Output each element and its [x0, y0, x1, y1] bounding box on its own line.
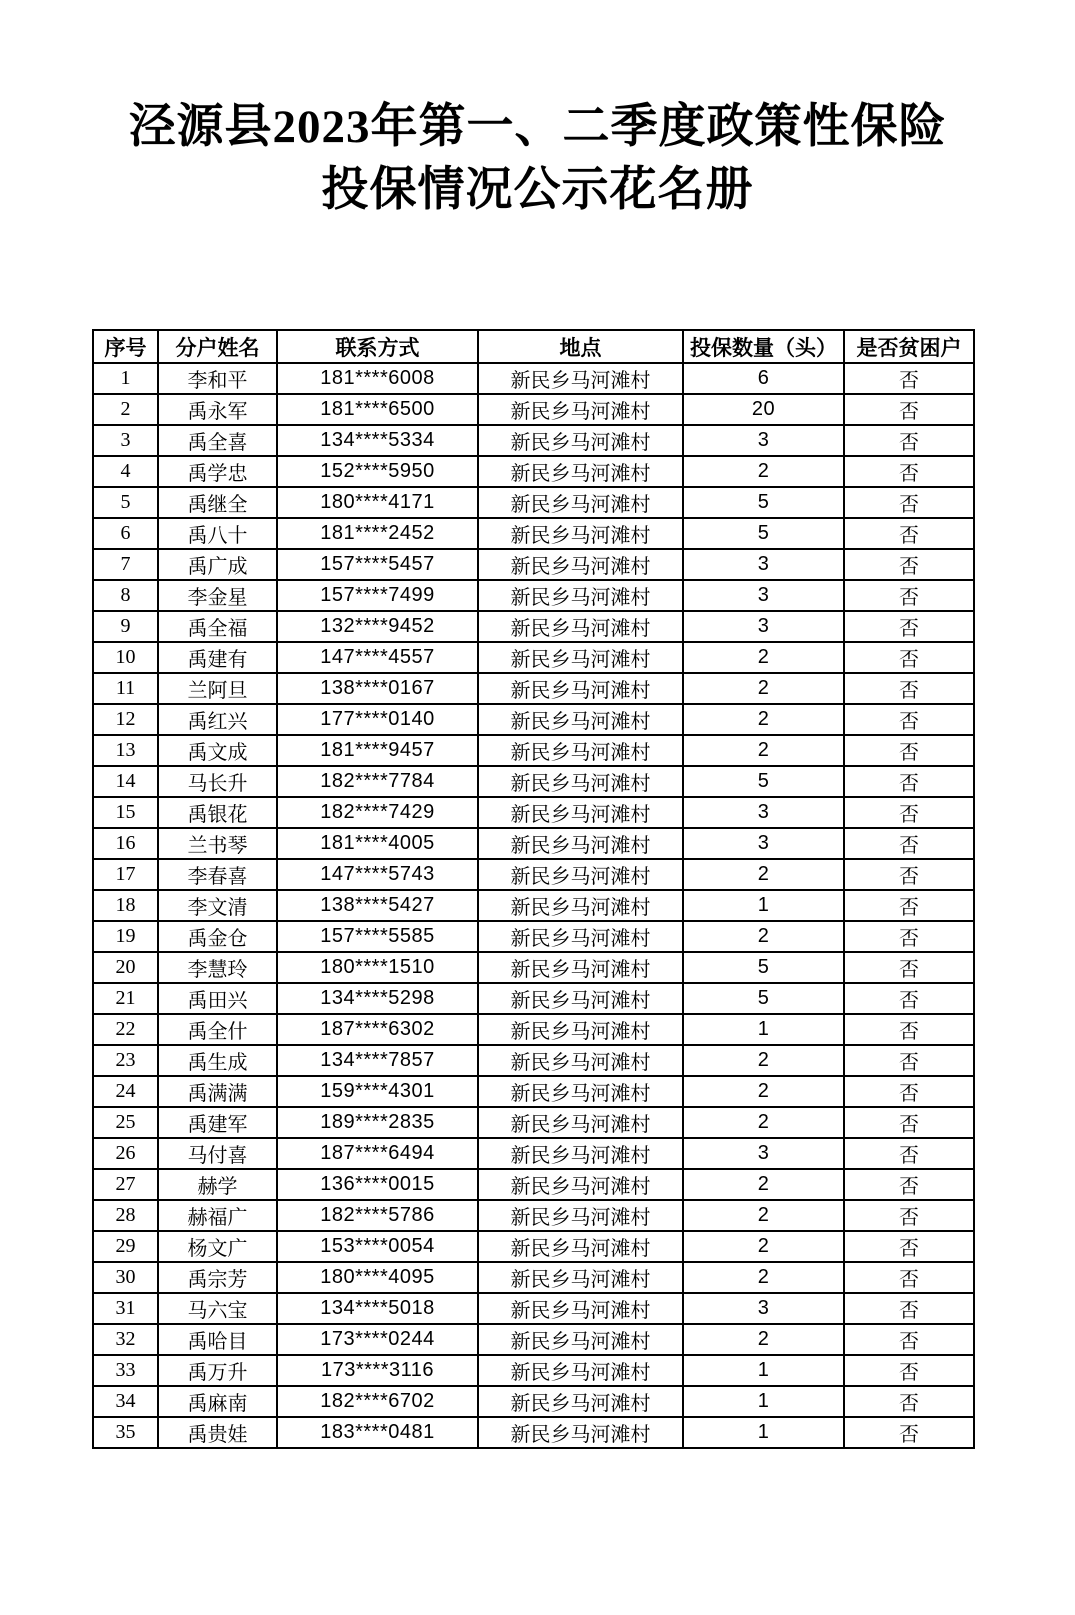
cell-phone: 136****0015	[277, 1169, 478, 1200]
cell-location: 新民乡马河滩村	[478, 704, 683, 735]
cell-poor: 否	[844, 890, 974, 921]
table-row	[93, 1417, 974, 1448]
cell-location: 新民乡马河滩村	[478, 518, 683, 549]
cell-phone: 181****6500	[277, 394, 478, 425]
cell-quantity: 3	[683, 1293, 844, 1324]
cell-poor: 否	[844, 1231, 974, 1262]
cell-index: 1	[93, 363, 158, 394]
cell-poor: 否	[844, 518, 974, 549]
cell-poor: 否	[844, 952, 974, 983]
cell-phone: 181****2452	[277, 518, 478, 549]
cell-location: 新民乡马河滩村	[478, 394, 683, 425]
cell-index: 12	[93, 704, 158, 735]
cell-poor: 否	[844, 611, 974, 642]
table-row	[93, 1045, 974, 1076]
cell-location: 新民乡马河滩村	[478, 983, 683, 1014]
cell-location: 新民乡马河滩村	[478, 1231, 683, 1262]
cell-quantity: 1	[683, 890, 844, 921]
cell-quantity: 5	[683, 983, 844, 1014]
cell-poor: 否	[844, 859, 974, 890]
table-row	[93, 828, 974, 859]
cell-index: 11	[93, 673, 158, 704]
cell-name: 马付喜	[158, 1138, 277, 1169]
cell-phone: 182****7429	[277, 797, 478, 828]
cell-location: 新民乡马河滩村	[478, 487, 683, 518]
cell-poor: 否	[844, 1417, 974, 1448]
table-row	[93, 1138, 974, 1169]
cell-poor: 否	[844, 394, 974, 425]
cell-location: 新民乡马河滩村	[478, 797, 683, 828]
cell-quantity: 2	[683, 1200, 844, 1231]
cell-index: 22	[93, 1014, 158, 1045]
cell-poor: 否	[844, 735, 974, 766]
table-row	[93, 983, 974, 1014]
table-row	[93, 487, 974, 518]
cell-quantity: 2	[683, 921, 844, 952]
cell-phone: 180****1510	[277, 952, 478, 983]
cell-index: 14	[93, 766, 158, 797]
cell-location: 新民乡马河滩村	[478, 828, 683, 859]
cell-index: 6	[93, 518, 158, 549]
cell-quantity: 2	[683, 642, 844, 673]
cell-poor: 否	[844, 642, 974, 673]
header-poor: 是否贫困户	[844, 330, 974, 363]
cell-quantity: 2	[683, 1169, 844, 1200]
cell-poor: 否	[844, 425, 974, 456]
cell-location: 新民乡马河滩村	[478, 1324, 683, 1355]
cell-phone: 134****5298	[277, 983, 478, 1014]
cell-name: 禹全什	[158, 1014, 277, 1045]
cell-name: 马长升	[158, 766, 277, 797]
cell-index: 8	[93, 580, 158, 611]
cell-name: 禹八十	[158, 518, 277, 549]
table-row	[93, 921, 974, 952]
cell-name: 禹建军	[158, 1107, 277, 1138]
cell-poor: 否	[844, 363, 974, 394]
cell-index: 16	[93, 828, 158, 859]
cell-poor: 否	[844, 704, 974, 735]
cell-poor: 否	[844, 673, 974, 704]
cell-name: 李慧玲	[158, 952, 277, 983]
cell-location: 新民乡马河滩村	[478, 580, 683, 611]
cell-index: 33	[93, 1355, 158, 1386]
table-row	[93, 1324, 974, 1355]
cell-poor: 否	[844, 1169, 974, 1200]
table-row	[93, 1200, 974, 1231]
cell-index: 30	[93, 1262, 158, 1293]
cell-phone: 182****5786	[277, 1200, 478, 1231]
cell-name: 禹永军	[158, 394, 277, 425]
table-body	[93, 363, 974, 1448]
cell-phone: 187****6302	[277, 1014, 478, 1045]
table-row	[93, 1293, 974, 1324]
cell-name: 马六宝	[158, 1293, 277, 1324]
cell-poor: 否	[844, 1355, 974, 1386]
table-row	[93, 704, 974, 735]
cell-index: 21	[93, 983, 158, 1014]
table-row	[93, 673, 974, 704]
cell-location: 新民乡马河滩村	[478, 1014, 683, 1045]
cell-phone: 134****5334	[277, 425, 478, 456]
cell-quantity: 6	[683, 363, 844, 394]
cell-location: 新民乡马河滩村	[478, 642, 683, 673]
cell-index: 15	[93, 797, 158, 828]
cell-location: 新民乡马河滩村	[478, 766, 683, 797]
cell-poor: 否	[844, 1200, 974, 1231]
cell-phone: 181****4005	[277, 828, 478, 859]
cell-index: 20	[93, 952, 158, 983]
table-row	[93, 425, 974, 456]
table-row	[93, 797, 974, 828]
cell-name: 禹宗芳	[158, 1262, 277, 1293]
cell-quantity: 2	[683, 456, 844, 487]
table-header-row	[93, 330, 974, 363]
cell-name: 禹广成	[158, 549, 277, 580]
table-row	[93, 735, 974, 766]
table-row	[93, 1169, 974, 1200]
cell-location: 新民乡马河滩村	[478, 456, 683, 487]
cell-phone: 138****0167	[277, 673, 478, 704]
cell-quantity: 2	[683, 1076, 844, 1107]
cell-location: 新民乡马河滩村	[478, 1262, 683, 1293]
cell-index: 35	[93, 1417, 158, 1448]
cell-location: 新民乡马河滩村	[478, 363, 683, 394]
cell-location: 新民乡马河滩村	[478, 890, 683, 921]
cell-quantity: 5	[683, 487, 844, 518]
cell-quantity: 3	[683, 425, 844, 456]
cell-phone: 134****5018	[277, 1293, 478, 1324]
cell-index: 23	[93, 1045, 158, 1076]
table-row	[93, 1262, 974, 1293]
cell-phone: 173****3116	[277, 1355, 478, 1386]
cell-name: 赫学	[158, 1169, 277, 1200]
cell-name: 禹万升	[158, 1355, 277, 1386]
cell-quantity: 1	[683, 1014, 844, 1045]
cell-poor: 否	[844, 456, 974, 487]
cell-index: 17	[93, 859, 158, 890]
cell-location: 新民乡马河滩村	[478, 425, 683, 456]
cell-name: 禹田兴	[158, 983, 277, 1014]
page-title	[0, 96, 1075, 222]
cell-phone: 173****0244	[277, 1324, 478, 1355]
cell-poor: 否	[844, 983, 974, 1014]
cell-location: 新民乡马河滩村	[478, 549, 683, 580]
cell-name: 禹满满	[158, 1076, 277, 1107]
cell-poor: 否	[844, 921, 974, 952]
cell-quantity: 5	[683, 766, 844, 797]
cell-poor: 否	[844, 1324, 974, 1355]
cell-quantity: 2	[683, 1045, 844, 1076]
cell-name: 兰阿旦	[158, 673, 277, 704]
cell-poor: 否	[844, 549, 974, 580]
cell-quantity: 2	[683, 673, 844, 704]
cell-name: 兰书琴	[158, 828, 277, 859]
cell-poor: 否	[844, 797, 974, 828]
cell-phone: 181****6008	[277, 363, 478, 394]
table-row	[93, 766, 974, 797]
cell-phone: 157****5585	[277, 921, 478, 952]
cell-location: 新民乡马河滩村	[478, 1169, 683, 1200]
cell-phone: 147****5743	[277, 859, 478, 890]
cell-poor: 否	[844, 1045, 974, 1076]
table-row	[93, 890, 974, 921]
cell-location: 新民乡马河滩村	[478, 1045, 683, 1076]
cell-location: 新民乡马河滩村	[478, 921, 683, 952]
table-row	[93, 363, 974, 394]
cell-index: 34	[93, 1386, 158, 1417]
table-row	[93, 456, 974, 487]
cell-location: 新民乡马河滩村	[478, 1417, 683, 1448]
header-quantity: 投保数量（头）	[683, 330, 844, 363]
table-row	[93, 549, 974, 580]
cell-name: 禹建有	[158, 642, 277, 673]
cell-quantity: 5	[683, 952, 844, 983]
cell-quantity: 2	[683, 1107, 844, 1138]
cell-poor: 否	[844, 1386, 974, 1417]
cell-quantity: 1	[683, 1417, 844, 1448]
cell-name: 禹继全	[158, 487, 277, 518]
cell-location: 新民乡马河滩村	[478, 1386, 683, 1417]
cell-location: 新民乡马河滩村	[478, 611, 683, 642]
cell-location: 新民乡马河滩村	[478, 1293, 683, 1324]
cell-location: 新民乡马河滩村	[478, 952, 683, 983]
cell-index: 25	[93, 1107, 158, 1138]
table-row	[93, 611, 974, 642]
cell-phone: 187****6494	[277, 1138, 478, 1169]
cell-phone: 147****4557	[277, 642, 478, 673]
cell-index: 10	[93, 642, 158, 673]
cell-name: 杨文广	[158, 1231, 277, 1262]
cell-name: 禹全喜	[158, 425, 277, 456]
cell-name: 禹红兴	[158, 704, 277, 735]
cell-name: 禹生成	[158, 1045, 277, 1076]
header-location: 地点	[478, 330, 683, 363]
cell-name: 禹麻南	[158, 1386, 277, 1417]
table-row	[93, 859, 974, 890]
cell-phone: 132****9452	[277, 611, 478, 642]
cell-poor: 否	[844, 580, 974, 611]
cell-poor: 否	[844, 1293, 974, 1324]
cell-location: 新民乡马河滩村	[478, 1107, 683, 1138]
cell-index: 18	[93, 890, 158, 921]
cell-name: 禹银花	[158, 797, 277, 828]
cell-poor: 否	[844, 487, 974, 518]
table-row	[93, 642, 974, 673]
cell-poor: 否	[844, 1076, 974, 1107]
cell-phone: 182****6702	[277, 1386, 478, 1417]
table-row	[93, 1107, 974, 1138]
cell-quantity: 2	[683, 1262, 844, 1293]
cell-index: 9	[93, 611, 158, 642]
cell-poor: 否	[844, 1107, 974, 1138]
cell-index: 5	[93, 487, 158, 518]
page-title-line1: 泾源县2023年第一、二季度政策性保险	[128, 101, 947, 153]
cell-poor: 否	[844, 1014, 974, 1045]
cell-quantity: 3	[683, 580, 844, 611]
cell-phone: 180****4171	[277, 487, 478, 518]
cell-phone: 180****4095	[277, 1262, 478, 1293]
cell-index: 29	[93, 1231, 158, 1262]
cell-phone: 159****4301	[277, 1076, 478, 1107]
cell-poor: 否	[844, 1262, 974, 1293]
table-row	[93, 1355, 974, 1386]
cell-quantity: 3	[683, 797, 844, 828]
cell-index: 3	[93, 425, 158, 456]
table-row	[93, 1014, 974, 1045]
page-title-line2: 投保情况公示花名册	[321, 164, 754, 216]
cell-index: 13	[93, 735, 158, 766]
cell-phone: 189****2835	[277, 1107, 478, 1138]
cell-phone: 182****7784	[277, 766, 478, 797]
cell-index: 26	[93, 1138, 158, 1169]
cell-name: 赫福广	[158, 1200, 277, 1231]
cell-phone: 157****7499	[277, 580, 478, 611]
cell-location: 新民乡马河滩村	[478, 735, 683, 766]
cell-location: 新民乡马河滩村	[478, 1076, 683, 1107]
cell-index: 27	[93, 1169, 158, 1200]
cell-quantity: 3	[683, 611, 844, 642]
cell-location: 新民乡马河滩村	[478, 1138, 683, 1169]
cell-index: 31	[93, 1293, 158, 1324]
cell-phone: 152****5950	[277, 456, 478, 487]
cell-poor: 否	[844, 1138, 974, 1169]
cell-name: 禹学忠	[158, 456, 277, 487]
cell-location: 新民乡马河滩村	[478, 859, 683, 890]
cell-quantity: 2	[683, 859, 844, 890]
header-index: 序号	[93, 330, 158, 363]
cell-phone: 183****0481	[277, 1417, 478, 1448]
header-name: 分户姓名	[158, 330, 277, 363]
cell-location: 新民乡马河滩村	[478, 1200, 683, 1231]
header-phone: 联系方式	[277, 330, 478, 363]
cell-poor: 否	[844, 828, 974, 859]
cell-quantity: 2	[683, 735, 844, 766]
cell-index: 2	[93, 394, 158, 425]
cell-name: 李文清	[158, 890, 277, 921]
cell-quantity: 1	[683, 1355, 844, 1386]
cell-name: 禹全福	[158, 611, 277, 642]
cell-location: 新民乡马河滩村	[478, 1355, 683, 1386]
cell-quantity: 2	[683, 1231, 844, 1262]
cell-index: 28	[93, 1200, 158, 1231]
cell-name: 禹文成	[158, 735, 277, 766]
cell-poor: 否	[844, 766, 974, 797]
cell-name: 李春喜	[158, 859, 277, 890]
cell-quantity: 3	[683, 1138, 844, 1169]
cell-phone: 134****7857	[277, 1045, 478, 1076]
cell-phone: 177****0140	[277, 704, 478, 735]
cell-index: 24	[93, 1076, 158, 1107]
cell-name: 禹金仓	[158, 921, 277, 952]
cell-quantity: 2	[683, 1324, 844, 1355]
cell-quantity: 2	[683, 704, 844, 735]
table-row	[93, 952, 974, 983]
cell-location: 新民乡马河滩村	[478, 673, 683, 704]
cell-index: 4	[93, 456, 158, 487]
cell-name: 禹哈目	[158, 1324, 277, 1355]
cell-quantity: 1	[683, 1386, 844, 1417]
table-row	[93, 1386, 974, 1417]
cell-quantity: 3	[683, 828, 844, 859]
table-row	[93, 394, 974, 425]
cell-name: 李和平	[158, 363, 277, 394]
cell-name: 禹贵娃	[158, 1417, 277, 1448]
table-row	[93, 580, 974, 611]
cell-quantity: 3	[683, 549, 844, 580]
table-row	[93, 1231, 974, 1262]
cell-phone: 157****5457	[277, 549, 478, 580]
cell-phone: 153****0054	[277, 1231, 478, 1262]
cell-phone: 138****5427	[277, 890, 478, 921]
cell-name: 李金星	[158, 580, 277, 611]
table-row	[93, 1076, 974, 1107]
cell-phone: 181****9457	[277, 735, 478, 766]
cell-quantity: 20	[683, 394, 844, 425]
cell-index: 7	[93, 549, 158, 580]
insurance-roster-table	[92, 329, 975, 1449]
cell-index: 32	[93, 1324, 158, 1355]
cell-index: 19	[93, 921, 158, 952]
cell-quantity: 5	[683, 518, 844, 549]
table-row	[93, 518, 974, 549]
